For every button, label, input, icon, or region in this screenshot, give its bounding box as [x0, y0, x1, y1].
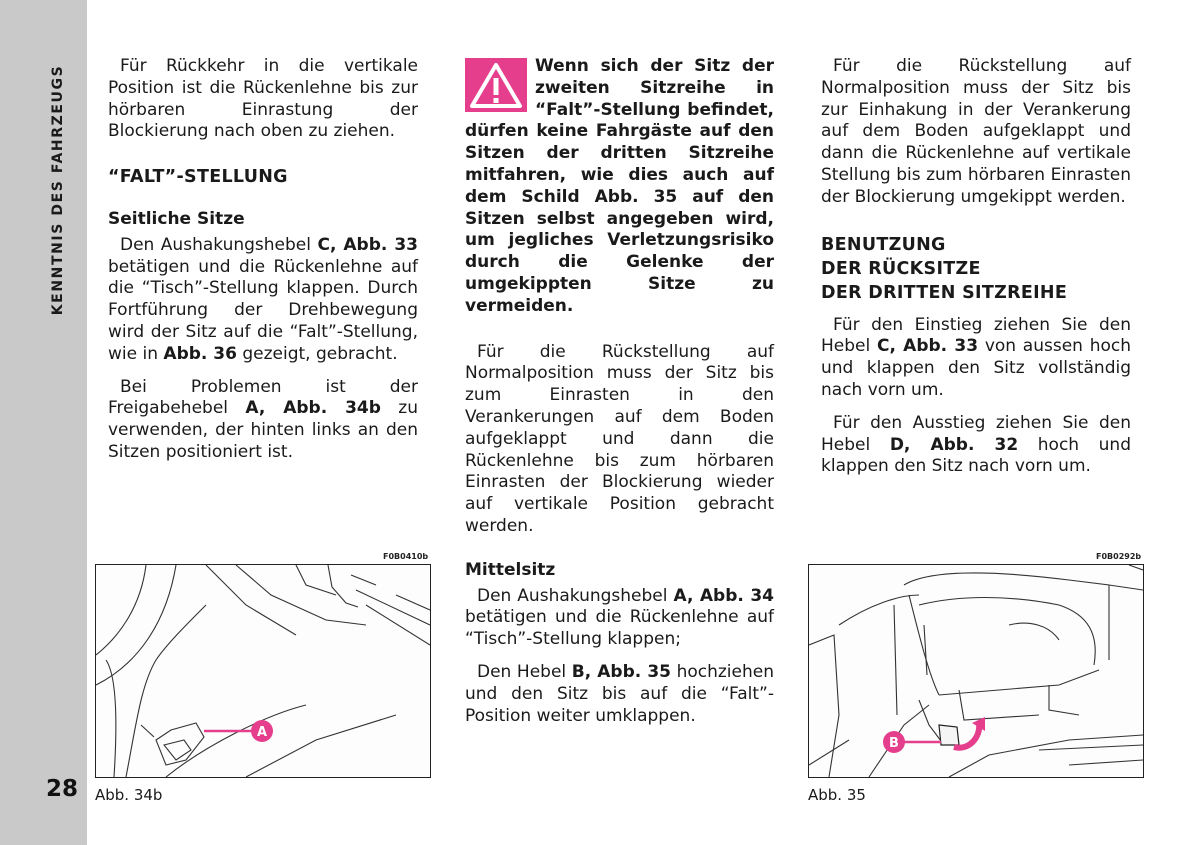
reference: C, Abb. 33 [876, 336, 979, 357]
column-right [821, 56, 1131, 489]
reference: A, Abb. 34 [673, 585, 774, 606]
column-middle [465, 56, 774, 738]
callout-label: B [889, 736, 899, 751]
callout-label: A [256, 725, 268, 740]
seat-illustration [96, 565, 430, 777]
paragraph: Für Rückkehr in die vertikale Position ist die Rückenlehne bis zur hörbaren Einrastung der Blockierung nach oben zu ziehen. [108, 56, 418, 142]
figure-code: F0B0410b [383, 552, 429, 561]
warning-text: Wenn sich der Sitz der zweiten Sitzreihe in “Falt”-Stellung befindet, dürfen keine Fahrgäste auf den Sitzen der dritten Sitzreihe mitfahren, wie dies auch auf dem Schild Abb. 35 auf den Sitzen selbst angegeben wird, um jegliches Verletzungsrisiko durch die Gelenke der umgekippten Sitze zu vermeiden. [465, 56, 774, 316]
figure-caption: Abb. 35 [808, 786, 866, 804]
figure-seat-lever-b [808, 564, 1144, 778]
subheading: Mittelsitz [465, 559, 556, 580]
paragraph: Für die Rückstellung auf Normalposition muss der Sitz bis zum Einrasten in den Verankerungen auf dem Boden aufgeklappt und dann die Rückenlehne bis zum hörbaren Einrasten der Blockierung wieder auf vertikale Position gebracht werden. [465, 341, 774, 536]
seat-illustration [809, 565, 1143, 777]
reference: A, Abb. 34b [245, 398, 381, 419]
reference: C, Abb. 33 [317, 234, 418, 255]
reference: B, Abb. 35 [571, 661, 671, 682]
paragraph: Den Hebel B, Abb. 35 hochziehen und den Sitz bis auf die “Falt”-Position weiter umklappen. [465, 661, 774, 726]
section-heading: BENUTZUNG DER RÜCKSITZE DER DRITTEN SITZREIHE [821, 234, 1068, 303]
page-number: 28 [46, 776, 79, 802]
figure-code: F0B0292b [1096, 552, 1142, 561]
paragraph: Für den Ausstieg ziehen Sie den Hebel D, Abb. 32 hoch und klappen den Sitz nach vorn um. [821, 412, 1131, 477]
paragraph: Den Aushakungshebel A, Abb. 34 betätigen und die Rückenlehne auf “Tisch”-Stellung klappen; [465, 585, 774, 650]
section-heading: “FALT”-STELLUNG [108, 167, 288, 188]
sidebar [0, 0, 87, 845]
reference: Abb. 36 [163, 343, 237, 364]
subheading: Seitliche Sitze [108, 208, 245, 229]
warning-icon [465, 58, 527, 112]
paragraph: Den Aushakungshebel C, Abb. 33 betätigen und die Rückenlehne auf die “Tisch”-Stellung klappen. Durch Fortführung der Drehbewegung wird der Sitz auf die “Falt”-Stellung, wie in Abb. 36 gezeigt, gebracht. [108, 234, 418, 364]
reference: D, Abb. 32 [889, 434, 1019, 455]
paragraph: Für den Einstieg ziehen Sie den Hebel C, Abb. 33 von aussen hoch und klappen den Sitz vollständig nach vorn um. [821, 314, 1131, 400]
column-left [108, 56, 418, 475]
paragraph: Bei Problemen ist der Freigabehebel A, Abb. 34b zu verwenden, der hinten links an den Sitzen positioniert ist. [108, 376, 418, 462]
figure-seat-lever-a [95, 564, 431, 778]
section-title: KENNTNIS DES FAHRZEUGS [50, 64, 66, 316]
paragraph: Für die Rückstellung auf Normalposition muss der Sitz bis zur Einhakung in der Verankerung auf dem Boden aufgeklappt und dann die Rückenlehne auf vertikale Stellung bis zum hörbaren Einrasten der Blockierung umgekippt werden. [821, 56, 1131, 207]
figure-caption: Abb. 34b [95, 786, 163, 804]
